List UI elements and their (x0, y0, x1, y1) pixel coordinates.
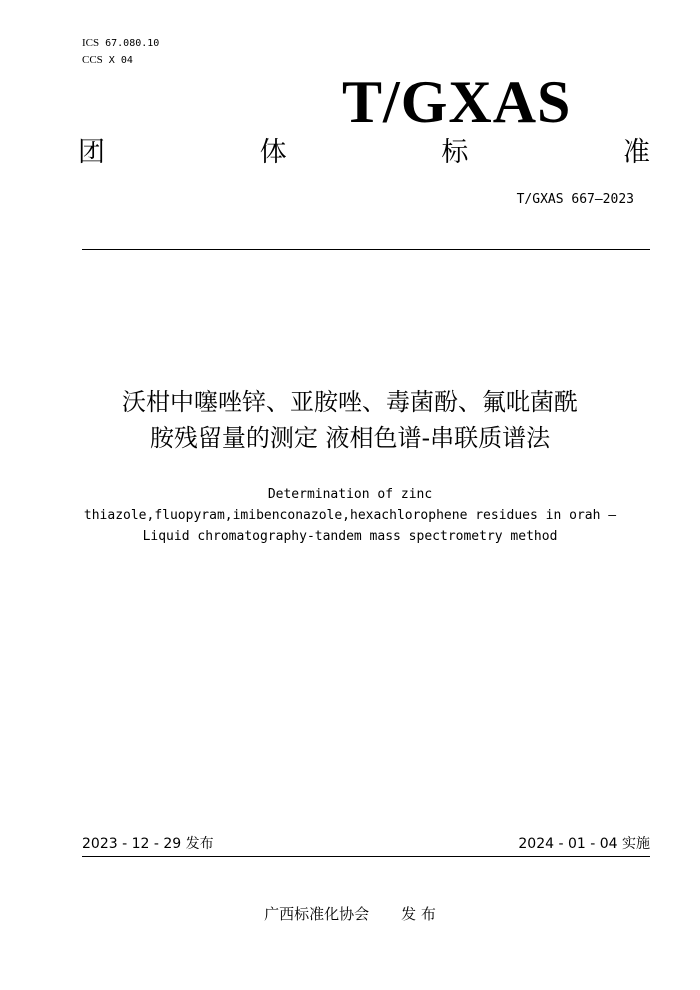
title-en-line: thiazole,fluopyram,imibenconazole,hexachlorophene residues in orah — (83, 508, 617, 523)
ics-line (82, 35, 159, 52)
title-en-line: Liquid chromatography-tandem mass spectrometry method (142, 529, 558, 544)
ics-value: 67.080.10 (105, 38, 160, 49)
title-en-line: Determination of zinc (267, 487, 433, 502)
title-cn-line: 沃柑中噻唑锌、亚胺唑、毒菌酚、氟吡菌酰 (122, 388, 578, 416)
standard-type-char: 标 (441, 137, 469, 168)
publisher-action: 发 布 (401, 905, 436, 923)
classification-codes (82, 35, 159, 69)
title-cn-line: 胺残留量的测定 液相色谱-串联质谱法 (149, 424, 551, 452)
header-divider (82, 249, 650, 250)
footer-divider (82, 856, 650, 857)
standard-type-char: 团 (78, 137, 105, 168)
ccs-line (82, 52, 159, 69)
standard-type (78, 136, 650, 170)
publisher-line (0, 904, 700, 924)
ccs-value: X 04 (108, 55, 133, 66)
standard-number: T/GXAS 667—2023 (516, 192, 634, 207)
ics-label: ICS (82, 37, 100, 49)
publisher-name: 广西标准化协会 (264, 905, 370, 923)
brand-logo-text: T/GXAS (342, 69, 572, 135)
date-row (82, 834, 650, 854)
document-title-en (0, 484, 700, 547)
standard-type-char: 体 (259, 137, 287, 168)
publish-date: 2023 - 12 - 29 发布 (82, 836, 214, 852)
standard-type-char: 准 (622, 137, 650, 168)
ccs-label: CCS (82, 54, 103, 66)
implement-date: 2024 - 01 - 04 实施 (518, 836, 650, 852)
document-title-cn (0, 384, 700, 456)
